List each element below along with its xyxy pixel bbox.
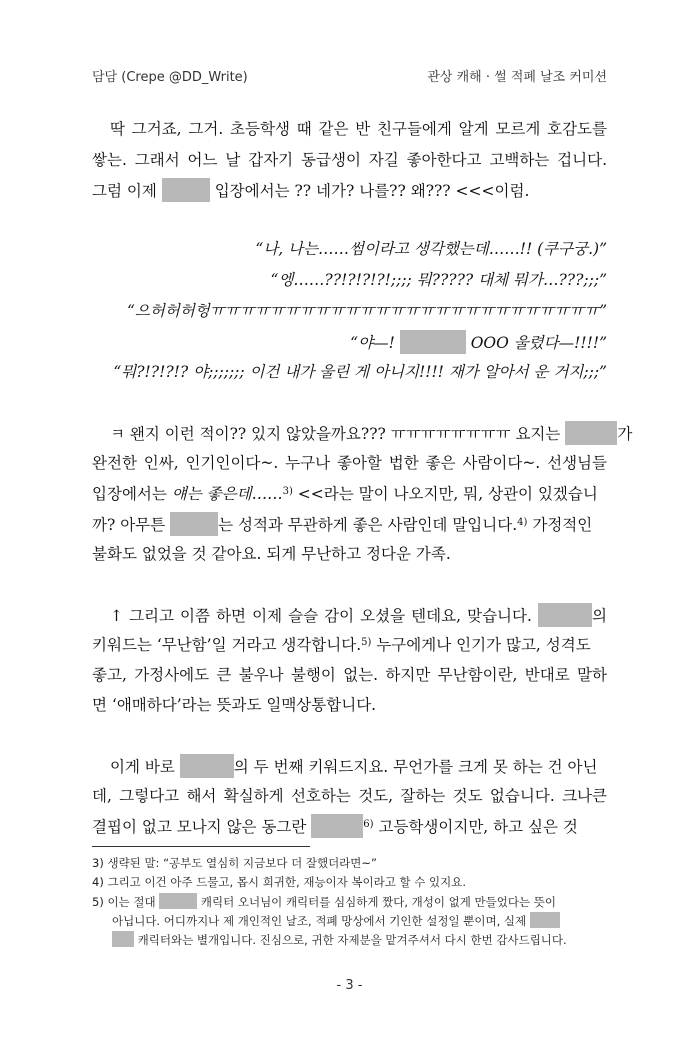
paragraph-1-line-3 xyxy=(92,178,607,202)
footnote-5-line-1 xyxy=(92,893,607,910)
paragraph-3-line-3: 좋고, 가정사에도 큰 불우나 불행이 없는. 하지만 무난함이란, 반대로 말하 xyxy=(92,666,607,684)
redacted-name xyxy=(565,421,617,445)
paragraph-1-line-1: 딱 그거죠, 그거. 초등학생 때 같은 반 친구들에게 알게 모르게 호감도를 xyxy=(110,120,607,138)
text-run: <<라는 말이 나오지만, 뭐, 상관이 있겠습니 xyxy=(292,485,598,503)
text-run: ㅋ 왠지 이런 적이?? 있지 않았을까요??? ㅠㅠㅠㅠㅠㅠㅠㅠ 요지는 xyxy=(110,425,561,443)
footnote-divider xyxy=(92,846,310,847)
text-run: OOO 울렸다—!!!!” xyxy=(470,334,607,352)
text-run: 까? 아무튼 xyxy=(92,516,166,534)
text-run: 가정적인 xyxy=(527,516,593,534)
paragraph-2-line-3 xyxy=(92,482,607,504)
text-run: 결핍이 없고 모나지 않은 동그란 xyxy=(92,818,307,836)
redacted-name xyxy=(162,178,210,202)
paragraph-2-line-2: 완전한 인싸, 인기인이다~. 누구나 좋아할 법한 좋은 사람이다~. 선생님들 xyxy=(92,454,607,472)
dialogue-line-1: “나, 나는……썸이라고 생각했는데……!! (쿠구궁.)” xyxy=(255,240,607,258)
header-title: 관상 캐해 · 썰 적폐 날조 커미션 xyxy=(427,70,607,85)
text-run: ↑ 그리고 이쯤 하면 이제 슬슬 감이 오셨을 텐데요, 맞습니다. xyxy=(110,607,532,625)
footnote-5-line-2 xyxy=(92,912,607,929)
redacted-name xyxy=(530,912,560,928)
dialogue-line-4 xyxy=(92,330,607,354)
text-run: “야—! xyxy=(350,334,395,352)
paragraph-2-line-4 xyxy=(92,512,607,536)
text-run: 캐릭터와는 별개입니다. 진심으로, 귀한 자제분을 맡겨주셔서 다시 한번 감사드립니다. xyxy=(137,933,567,947)
paragraph-3-line-4: 면 ‘애매하다’라는 뜻과도 일맥상통합니다. xyxy=(92,696,377,714)
text-run: 의 두 번째 키워드지요. 무언가를 크게 못 하는 건 아닌 xyxy=(233,758,598,776)
text-run: 입장에서는 xyxy=(92,485,167,503)
paragraph-2-line-5: 불화도 없었을 것 같아요. 되게 무난하고 정다운 가족. xyxy=(92,545,451,563)
redacted-name xyxy=(170,512,218,536)
footnote-5-line-3 xyxy=(92,931,607,948)
header-author: 담담 (Crepe @DD_Write) xyxy=(92,70,248,85)
dialogue-line-5: “뭐?!?!?!? 야;;;;;;; 이건 내가 울린 게 아니지!!!! 재가 알아서 운 거지;;;” xyxy=(113,363,607,381)
text-run: 의 xyxy=(592,607,607,625)
running-header xyxy=(92,66,607,88)
text-run: 5) 이는 절대 xyxy=(92,895,156,909)
footnote-ref-5[interactable]: 5) xyxy=(361,637,372,648)
paragraph-3-line-2 xyxy=(92,633,607,655)
text-run: 키워드는 ‘무난함’일 거라고 생각합니다. xyxy=(92,636,362,654)
redacted-name xyxy=(538,603,592,627)
text-run: 아닙니다. 어디까지나 제 개인적인 날조, 적폐 망상에서 기인한 설정일 뿐이며, 실제 xyxy=(112,914,527,928)
dialogue-line-2: “엥……??!?!?!?!;;;; 뭐????? 대체 뭐가…???;;;” xyxy=(270,271,607,289)
footnote-3: 3) 생략된 말: “공부도 열심히 지금보다 더 잘했더라면~” xyxy=(92,856,377,870)
page-number: - 3 - xyxy=(336,978,363,993)
text-run: 입장에서는 ?? 네가? 나를?? 왜??? <<<이럼. xyxy=(214,182,530,200)
redacted-name xyxy=(112,931,134,947)
text-run: 누구에게나 인기가 많고, 성격도 xyxy=(371,636,591,654)
paragraph-4-line-3 xyxy=(92,814,607,838)
italic-aside: 얘는 좋은데…… xyxy=(171,485,283,503)
dialogue-line-3: “으허허허헝ㅠㅠㅠㅠㅠㅠㅠㅠㅠㅠㅠㅠㅠㅠㅠㅠㅠㅠㅠㅠㅠㅠㅠㅠㅠㅠ” xyxy=(126,302,607,320)
footnote-ref-6[interactable]: 6) xyxy=(363,819,374,830)
paragraph-1-line-2: 쌓는. 그래서 어느 날 갑자기 동급생이 자길 좋아한다고 고백하는 겁니다. xyxy=(92,151,607,169)
paragraph-3-line-1 xyxy=(92,603,607,627)
text-run: 가 xyxy=(617,425,633,443)
redacted-name xyxy=(159,893,197,909)
redacted-name xyxy=(400,330,466,354)
paragraph-4-line-2: 데, 그렇다고 해서 확실하게 선호하는 것도, 잘하는 것도 없습니다. 크나큰 xyxy=(92,787,607,805)
footnote-ref-4[interactable]: 4) xyxy=(517,517,528,528)
paragraph-2-line-1 xyxy=(92,421,633,445)
paragraph-4-line-1 xyxy=(92,754,607,778)
text-run: 고등학생이지만, 하고 싶은 것 xyxy=(373,818,578,836)
text-run: 는 성적과 무관하게 좋은 사람인데 말입니다. xyxy=(218,516,518,534)
text-run: 그럼 이제 xyxy=(92,182,157,200)
footnote-ref-3[interactable]: 3) xyxy=(282,486,293,497)
footnote-4: 4) 그리고 이건 아주 드물고, 몹시 희귀한, 재능이자 복이라고 할 수 있지요. xyxy=(92,875,467,889)
text-run: 이게 바로 xyxy=(110,758,175,776)
redacted-name xyxy=(311,814,363,838)
text-run: 캐릭터 오너님이 캐릭터를 심심하게 짰다, 개성이 없게 만들었다는 뜻이 xyxy=(200,895,556,909)
redacted-name xyxy=(180,754,234,778)
